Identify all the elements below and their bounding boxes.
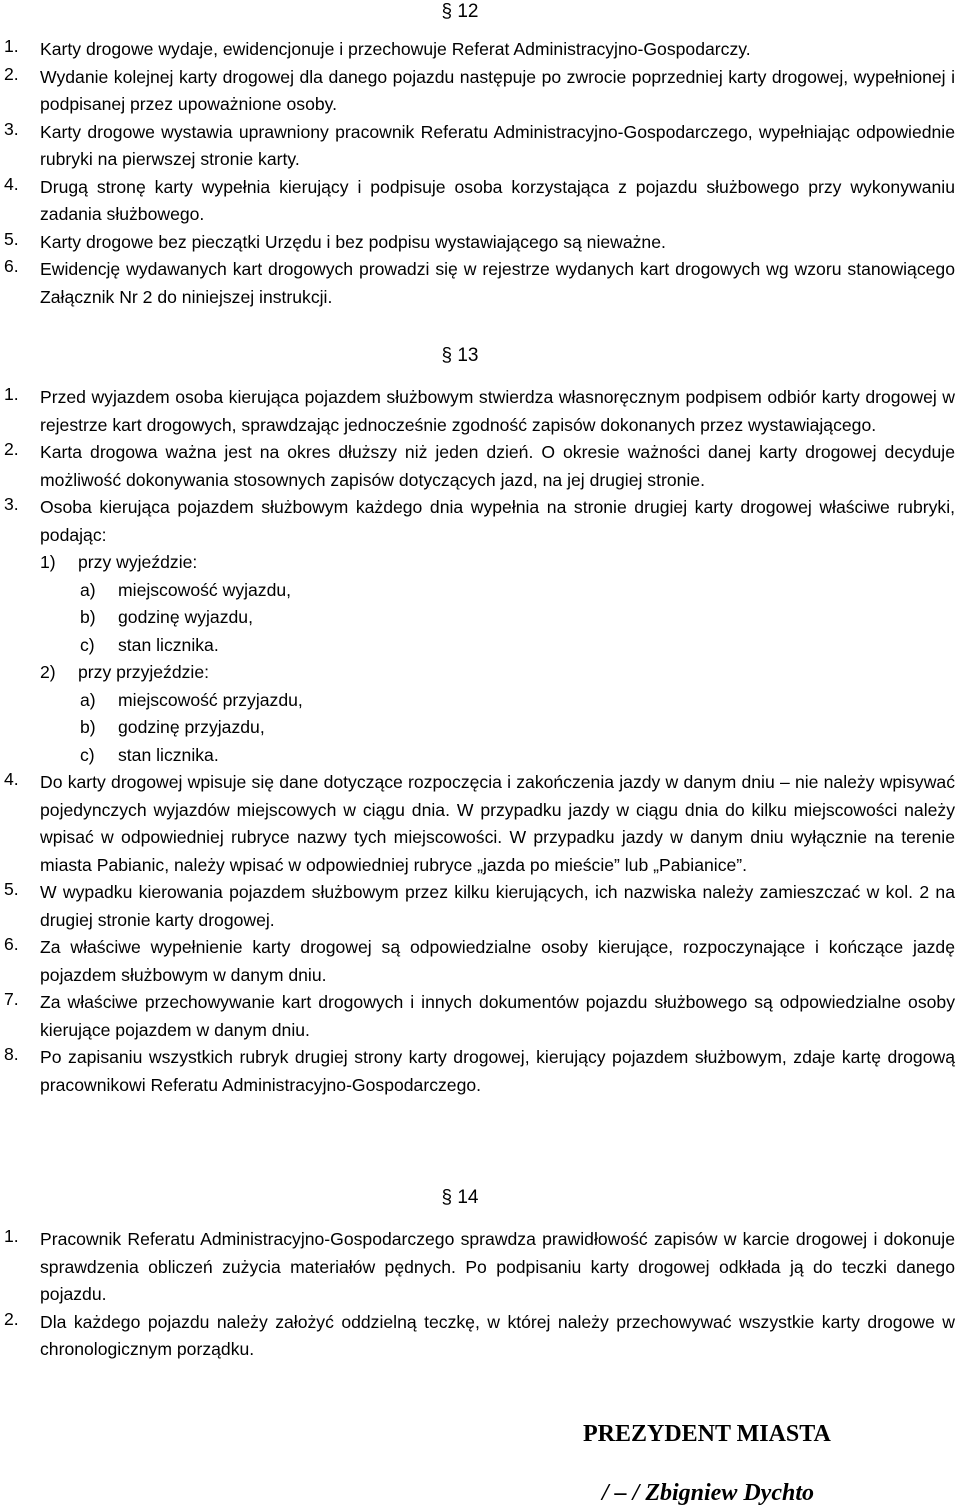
sub-item [0,549,960,577]
sub-sub-item-text: godzinę przyjazdu, [118,717,265,737]
item-number: 1. [4,36,19,56]
list-item [0,119,960,174]
sub-sub-item [0,577,960,605]
sub-sub-item-number: c) [80,634,95,655]
list-item [0,879,960,934]
item-text: Dla każdego pojazdu należy założyć oddzielną teczkę, w której należy przechowywać wszystkie karty drogowe w chronologicznym porządku. [40,1311,955,1359]
item-number: 2. [4,439,19,459]
item-number: 6. [4,934,19,954]
sub-sub-item [0,604,960,632]
section-13-list [0,384,960,1099]
list-item [0,934,960,989]
item-text: Do karty drogowej wpisuje się dane dotyczące rozpoczęcia i zakończenia jazdy w danym dniu – nie należy wpisywać pojedynczych wyjazdów miejscowych w ciągu dnia. W przypadku jazdy w ciągu dnia do kilku miejscowości należy wpisać w odpowiedniej rubryce nazwy tych miejscowości. W przypadku jazdy w danym dniu wyłącznie na terenie miasta Pabianic, należy wpisać w odpowiedniej rubryce „jazda po mieście” lub „Pabianice”. [40,772,955,875]
section-12-list [0,36,960,311]
signature-title: PREZYDENT MIASTA [583,1421,831,1447]
sub-sub-item [0,632,960,660]
signature-name: / – / Zbigniew Dychto [602,1480,814,1506]
sub-sub-item [0,742,960,770]
sub-sub-item-text: godzinę wyjazdu, [118,607,253,627]
item-text: Po zapisaniu wszystkich rubryk drugiej strony karty drogowej, kierujący pojazdem służbowym, zdaje kartę drogową pracownikowi Referatu Administracyjno-Gospodarczego. [40,1047,955,1095]
list-item [0,36,960,64]
sub-item-text: przy przyjeździe: [78,662,210,682]
sub-sub-item-number: b) [80,607,96,627]
list-item [0,229,960,257]
item-number: 1. [4,384,19,404]
sub-item-text: przy wyjeździe: [78,552,198,572]
item-number: 3. [4,494,19,514]
section-heading-12: § 12 [441,1,479,22]
item-text: Wydanie kolejnej karty drogowej dla danego pojazdu następuje po zwrocie poprzedniej karty drogowej, wypełnionej i podpisanej przez upoważnione osoby. [40,66,955,114]
sub-sub-item-text: stan licznika. [118,634,219,655]
item-text: Pracownik Referatu Administracyjno-Gospodarczego sprawdza prawidłowość zapisów w karcie drogowej i dokonuje sprawdzenia obliczeń zużycia materiałów pędnych. Po podpisaniu karty drogowej odkłada ją do teczki danego pojazdu. [40,1229,955,1304]
item-text: Osoba kierująca pojazdem służbowym każdego dnia wypełnia na stronie drugiej karty drogowej właściwe rubryki, podając: [40,497,955,545]
item-text: Karty drogowe wydaje, ewidencjonuje i przechowuje Referat Administracyjno-Gospodarczy. [40,39,751,59]
list-item [0,384,960,439]
list-item [0,1226,960,1309]
section-heading-13: § 13 [441,345,479,366]
item-text: Karty drogowe bez pieczątki Urzędu i bez podpisu wystawiającego są nieważne. [40,231,666,252]
item-number: 2. [4,63,19,84]
item-number: 1. [4,1226,19,1246]
list-item [0,256,960,311]
sub-sub-item-number: a) [80,579,96,600]
list-item [0,1309,960,1364]
sub-sub-item-text: miejscowość przyjazdu, [118,689,303,710]
list-item [0,439,960,494]
item-text: Ewidencję wydawanych kart drogowych prowadzi się w rejestrze wydanych kart drogowych wg wzoru stanowiącego Załącznik Nr 2 do niniejszej instrukcji. [40,259,955,307]
item-text: Karta drogowa ważna jest na okres dłuższy niż jeden dzień. O okresie ważności danej karty drogowej decyduje możliwość dokonywania stosownych zapisów dotyczących jazd, na jej drugiej stronie. [40,442,955,490]
sub-item [0,659,960,687]
item-number: 8. [4,1044,19,1064]
sub-sub-item-text: miejscowość wyjazdu, [118,579,292,600]
list-item [0,989,960,1044]
sub-sub-item [0,687,960,715]
list-item [0,174,960,229]
item-text: W wypadku kierowania pojazdem służbowym przez kilku kierujących, ich nazwiska należy zamieszczać w kol. 2 na drugiej stronie karty drogowej. [40,882,955,930]
item-text: Przed wyjazdem osoba kierująca pojazdem służbowym stwierdza własnoręcznym podpisem odbiór karty drogowej w rejestrze kart drogowych, sprawdzając jednocześnie zgodność zapisów dokonanych przez wystawiającego. [40,387,955,435]
item-text: Za właściwe wypełnienie karty drogowej są odpowiedzialne osoby kierujące, rozpoczynające i kończące jazdę pojazdem służbowym w danym dniu. [40,937,955,985]
item-text: Drugą stronę karty wypełnia kierujący i podpisuje osoba korzystająca z pojazdu służbowego przy wykonywaniu zadania służbowego. [40,176,955,224]
list-item [0,64,960,119]
section-heading-14: § 14 [441,1187,479,1208]
item-text: Za właściwe przechowywanie kart drogowych i innych dokumentów pojazdu służbowego są odpowiedzialne osoby kierujące pojazdem w danym dniu. [40,992,955,1040]
item-number: 6. [4,256,19,276]
list-item [0,1044,960,1099]
item-number: 5. [4,228,19,249]
sub-item-number: 2) [40,662,56,682]
list-item [0,494,960,769]
item-number: 3. [4,118,19,139]
sub-sub-item-number: b) [80,717,96,737]
sub-item-number: 1) [40,552,56,572]
item-number: 5. [4,879,19,899]
item-text: Karty drogowe wystawia uprawniony pracownik Referatu Administracyjno-Gospodarczego, wypełniając odpowiednie rubryki na pierwszej stronie karty. [40,121,955,169]
sub-sub-item [0,714,960,742]
sub-sub-item-text: stan licznika. [118,744,219,765]
list-item [0,769,960,879]
item-number: 2. [4,1308,19,1329]
item-number: 4. [4,173,19,194]
sub-sub-item-number: c) [80,744,95,765]
item-number: 7. [4,989,19,1009]
item-number: 4. [4,769,19,789]
sub-sub-item-number: a) [80,689,96,710]
section-14-list [0,1226,960,1364]
